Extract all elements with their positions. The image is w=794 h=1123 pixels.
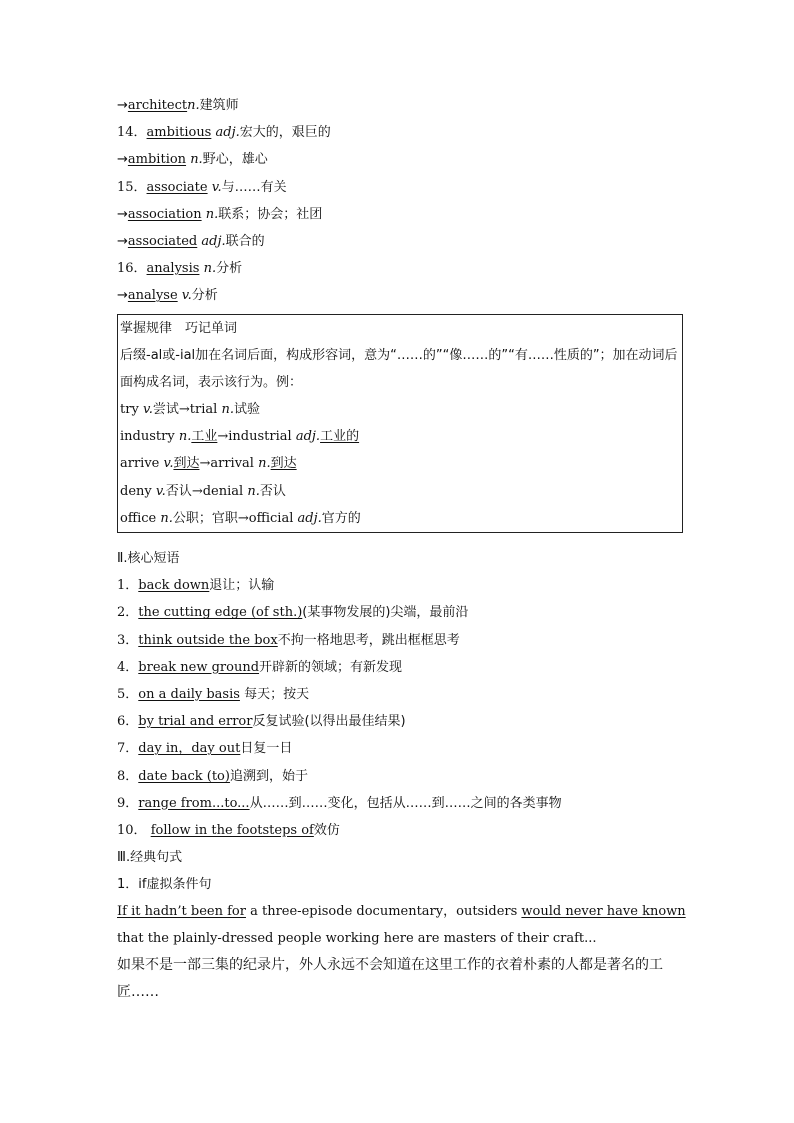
sentence-translation: 如果不是一部三集的纪录片，外人永远不会知道在这里工作的衣着朴素的人都是著名的工匠……: [117, 957, 663, 1001]
rule-example: industry n.工业→industrial adj.工业的: [120, 429, 360, 445]
rule-box-description: 后缀-al或-ial加在名词后面，构成形容词，意为“……的”“像……的”“有……性质的”；加在动词后面构成名词，表示该行为。例：: [120, 347, 678, 390]
phrase-item: 4．break new ground开辟新的领域；有新发现: [117, 659, 403, 675]
vocab-list: [117, 92, 687, 310]
phrase-item: 10． follow in the footsteps of效仿: [117, 822, 340, 838]
vocab-item: →ambition n.野心，雄心: [117, 152, 268, 168]
phrase-item: 7．day in，day out日复一日: [117, 741, 293, 757]
vocab-item: →association n.联系；协会；社团: [117, 206, 323, 222]
spacer: [117, 533, 687, 545]
phrase-item: 1．back down退让；认输: [117, 578, 275, 594]
vocab-item: 14．ambitious adj.宏大的，艰巨的: [117, 125, 331, 141]
rule-box-title: 掌握规律 巧记单词: [120, 320, 238, 336]
sentence-title: 1．if虚拟条件句: [117, 877, 212, 893]
phrase-item: 2．the cutting edge (of sth.)(某事物发展的)尖端，最前沿: [117, 605, 469, 621]
vocab-item: →analyse v.分析: [117, 288, 218, 304]
vocab-item: →associated adj.联合的: [117, 233, 265, 249]
phrase-item: 9．range from...to...从……到……变化，包括从……到……之间的各类事物: [117, 795, 562, 811]
section-header-phrases: Ⅱ.核心短语: [117, 551, 180, 567]
section-header-sentences: Ⅲ.经典句式: [117, 850, 183, 866]
document-page: [117, 92, 687, 1006]
example-sentence: If it hadn’t been for a three-episode documentary，outsiders would never have known that the plainly-dressed people working here are masters of their craft...: [117, 904, 686, 947]
phrase-item: 8．date back (to)追溯到，始于: [117, 768, 308, 784]
rule-box: [117, 314, 683, 534]
phrase-item: 6．by trial and error反复试验(以得出最佳结果): [117, 714, 406, 730]
vocab-item: 16．analysis n.分析: [117, 261, 243, 277]
rule-example: deny v.否认→denial n.否认: [120, 483, 286, 499]
vocab-item: →architectn.建筑师: [117, 98, 239, 113]
rule-example: try v.尝试→trial n.试验: [120, 402, 260, 418]
rule-example: arrive v.到达→arrival n.到达: [120, 456, 297, 472]
phrase-list: [117, 572, 687, 844]
rule-example: office n.公职；官职→official adj.官方的: [120, 510, 361, 526]
phrase-item: 3．think outside the box不拘一格地思考，跳出框框思考: [117, 632, 460, 648]
vocab-item: 15．associate v.与……有关: [117, 179, 287, 195]
phrase-item: 5．on a daily basis 每天；按天: [117, 686, 310, 702]
